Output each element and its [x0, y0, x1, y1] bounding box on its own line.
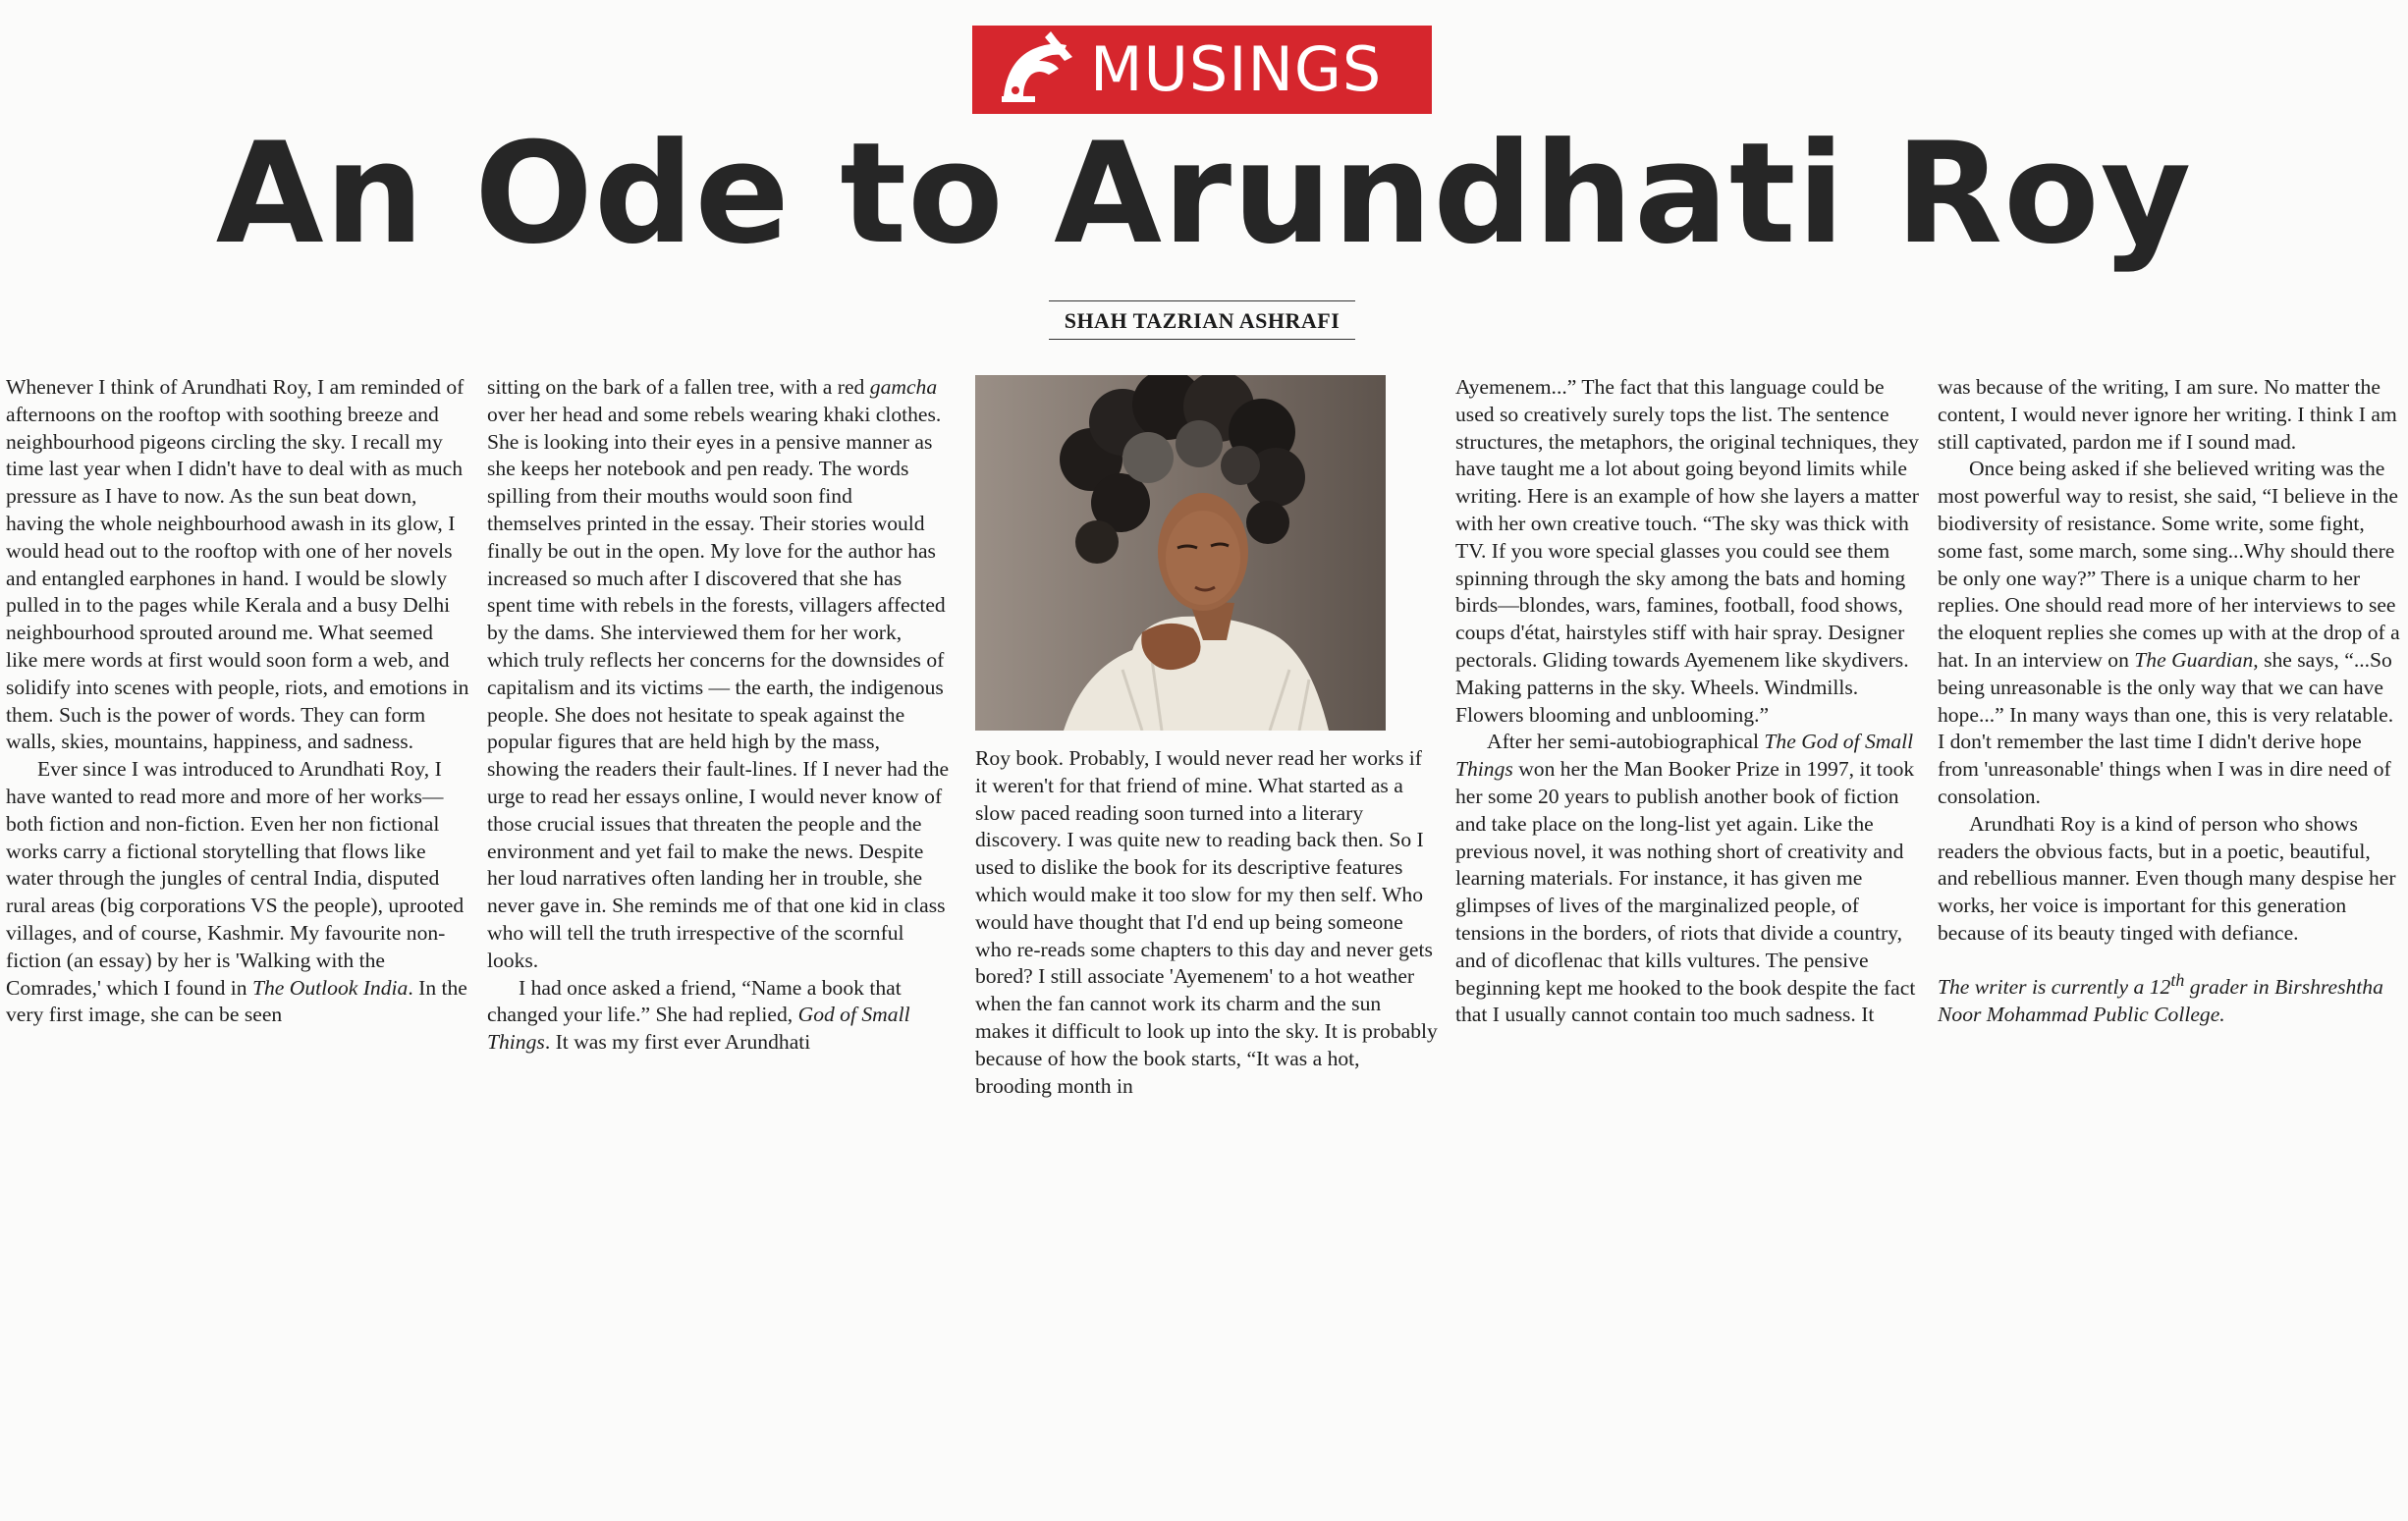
article-column-5: [1938, 374, 2401, 1150]
paragraph: Whenever I think of Arundhati Roy, I am reminded of afternoons on the rooftop with soothing breeze and neighbourhood pigeons circling the sky. I recall my time last year when I didn't have to deal with as much pressure as I have to now. As the sun beat down, having the whole neighbourhood awash in its glow, I would head out to the rooftop with one of her novels and entangled earphones in hand. I would be slowly pulled in to the pages while Kerala and a busy Delhi neighbourhood sprouted around me. What seemed like mere words at first would soon form a web, and solidify into scenes with people, riots, and emotions in them. Such is the power of words. They can form walls, skies, mountains, happiness, and sadness.: [6, 375, 469, 754]
publication-title: The Guardian: [2134, 647, 2254, 672]
paragraph: After her semi-autobiographical The God of Small Things won her the Man Booker Prize in 1997, it took her some 20 years to publish another book of fiction and take place on the long-list yet again. Like the previous novel, it was nothing short of creativity and learning materials. For instance, it has given me glimpses of lives of the marginalized people, of tensions in the borders, of riots that divide a country, and of dicoflenac that kills vultures. The pensive beginning kept me hooked to the book despite the fact that I usually cannot contain too much sadness. It: [1455, 730, 1916, 1027]
author-portrait-photo: [975, 375, 1386, 731]
publication-title: The Outlook India: [251, 975, 409, 1000]
pen-nib-logo-icon: [994, 31, 1076, 108]
article-headline: An Ode to Arundhati Roy: [215, 113, 2193, 275]
author-credit: The writer is currently a 12th grader in Birshreshtha Noor Mohammad Public College.: [1938, 969, 2383, 1026]
paragraph: sitting on the bark of a fallen tree, with a red gamcha over her head and some rebels wearing khaki clothes. She is looking into their eyes in a pensive manner as she keeps her notebook and pen ready. The words spilling from their mouths would soon find themselves printed in the essay. Their stories would finally be out in the open. My love for the author has increased so much after I discovered that she has spent time with rebels in the forests, villagers affected by the dams. She interviewed them for her work, which truly reflects her concerns for the downsides of capitalism and its victims — the earth, the indigenous people. She does not hesitate to speak against the popular figures that are held high by the mass, showing the readers their fault-lines. If I never had the urge to read her essays online, I would never know of those crucial issues that threaten the people and the environment and yet fail to make the news. Despite her loud narratives often landing her in trouble, she never gave in. She reminds me of that one kid in class who will tell the truth irrespective of the scornful looks.: [487, 375, 950, 972]
paragraph: Once being asked if she believed writing was the most powerful way to resist, she said, “I believe in the biodiversity of resistance. Some write, some fight, some fast, some march, some sing...Why should there be only one way?” There is a unique charm to her replies. One should read more of her interviews to see the eloquent replies she comes up with at the drop of a hat. In an interview on The Guardian, she says, “...So being unreasonable is the only way that we can have hope...” In many ways than one, this is very relatable. I don't remember the last time I didn't derive hope from 'unreasonable' things when I was in dire need of consolation.: [1938, 457, 2400, 808]
article-column-4: [1455, 374, 1919, 1150]
article-column-3: [975, 745, 1439, 1521]
italic-term: gamcha: [869, 375, 938, 399]
article-column-2: [487, 374, 951, 1150]
book-title: The God of Small Things: [1455, 730, 1914, 782]
section-banner: [972, 26, 1432, 114]
book-title: God of Small Things: [487, 1003, 910, 1055]
paragraph: Ever since I was introduced to Arundhati Roy, I have wanted to read more and more of her works—both fiction and non-fiction. Even her non fictional works carry a fictional storytelling that flows like water through the jungles of central India, disputed rural areas (big corporations VS the people), uprooted villages, and of course, Kashmir. My favourite non-fiction (an essay) by her is 'Walking with the Comrades,' which I found in The Outlook India. In the very first image, she can be seen: [6, 757, 467, 1027]
article-column-1: [6, 374, 469, 1150]
paragraph: Arundhati Roy is a kind of person who shows readers the obvious facts, but in a poetic, beautiful, and rebellious manner. Even though many despise her works, her voice is important for this generation because of its beauty tinged with defiance.: [1938, 811, 2396, 945]
paragraph: was because of the writing, I am sure. No matter the content, I would never ignore her writing. I think I am still captivated, pardon me if I sound mad.: [1938, 375, 2397, 454]
paragraph: Ayemenem...” The fact that this language could be used so creatively surely tops the list. The sentence structures, the metaphors, the original techniques, they have taught me a lot about going beyond limits while writing. Here is an example of how she layers a matter with her own creative touch. “The sky was thick with TV. If you wore special glasses you could see them spinning through the sky among the bats and homing birds—blondes, wars, famines, football, food shows, coups d'état, hairstyles stiff with hair spray. Designer pectorals. Gliding towards Ayemenem like skydivers. Making patterns in the sky. Wheels. Windmills. Flowers blooming and unblooming.”: [1455, 375, 1919, 727]
paragraph: Roy book. Probably, I would never read her works if it weren't for that friend of mine. What started as a slow paced reading soon turned into a literary discovery. I was quite new to reading back then. So I used to dislike the book for its descriptive features which would make it too slow for my then self. Who would have thought that I'd end up being someone who re-reads some chapters to this day and never gets bored? I still associate 'Ayemenem' to a hot weather when the fan cannot work its charm and the sun makes it difficult to look up into the sky. It is probably because of how the book starts, “It was a hot, brooding month in: [975, 746, 1438, 1098]
section-label: MUSINGS: [1090, 33, 1383, 105]
paragraph: I had once asked a friend, “Name a book that changed your life.” She had replied, God of Small Things. It was my first ever Arundhati: [487, 975, 910, 1055]
byline: SHAH TAZRIAN ASHRAFI: [1049, 300, 1355, 340]
